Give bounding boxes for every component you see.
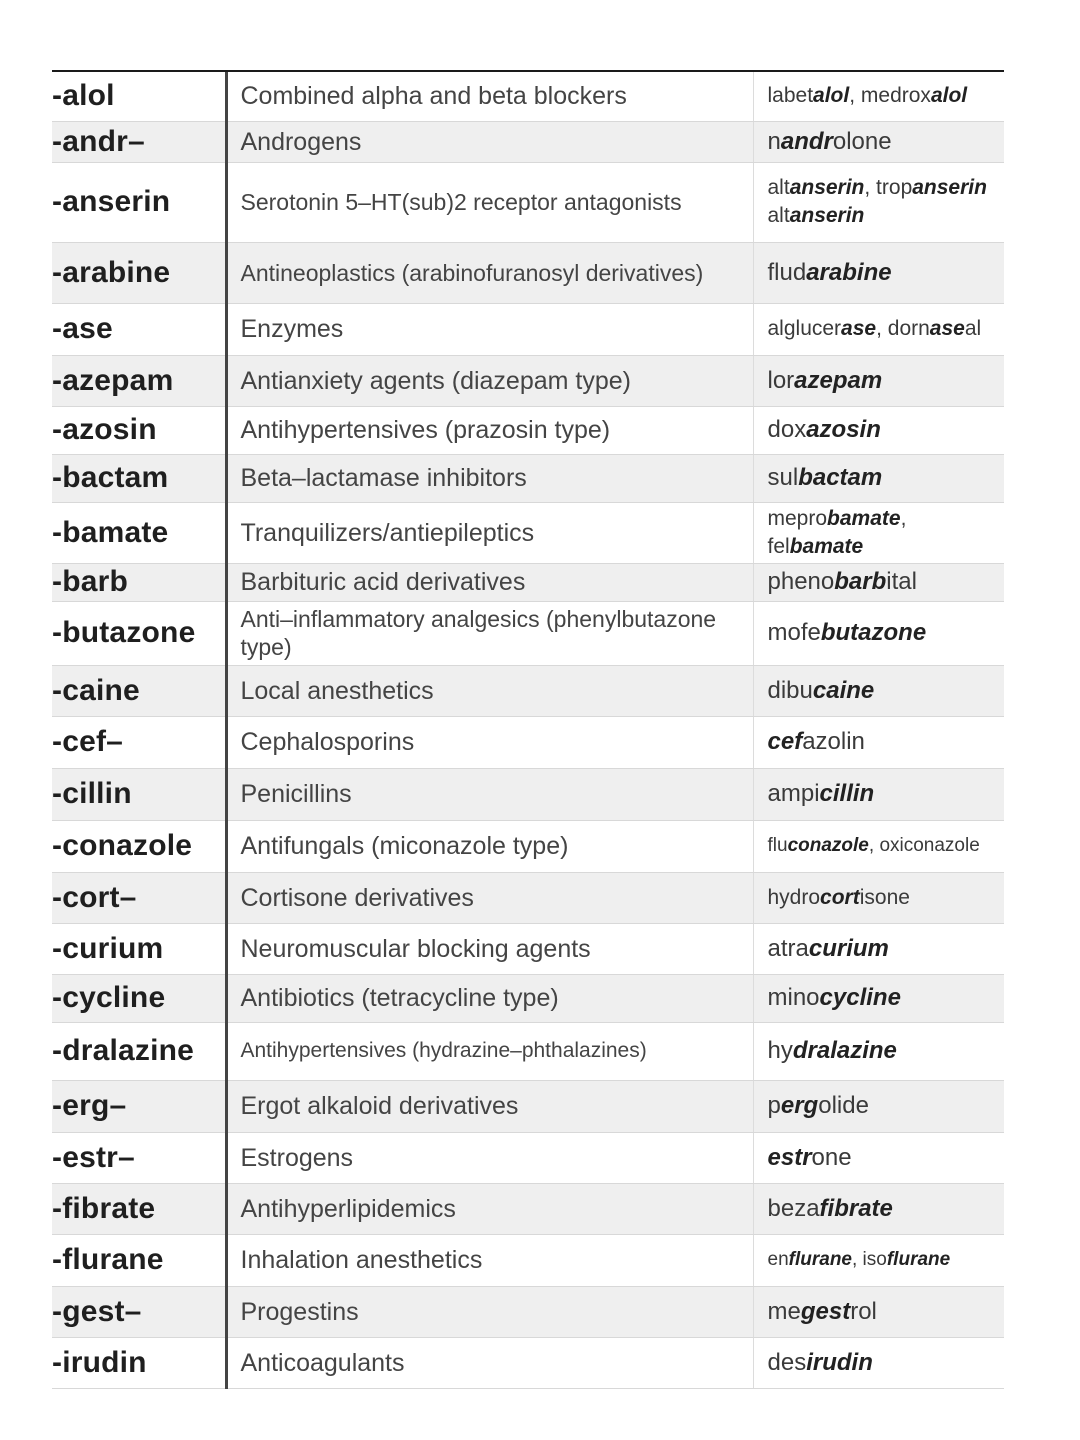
table-row [52, 454, 1004, 502]
table-row [52, 1337, 1004, 1388]
table-row [52, 974, 1004, 1022]
example-stem-highlight: anserin [789, 204, 865, 227]
stem-cell: -bamate [52, 502, 226, 563]
example-text: alt [767, 176, 790, 199]
example-text: azolin [802, 728, 865, 755]
example-text: , medrox [849, 84, 931, 108]
stem-cell: -anserin [52, 162, 226, 242]
class-cell: Anti–inflammatory analgesics (phenylbutazone type) [226, 601, 753, 665]
example-stem-highlight: gest [800, 1297, 851, 1325]
example-text: , iso [852, 1249, 887, 1270]
table-row [52, 242, 1004, 303]
example-stem-highlight: andr [780, 127, 833, 155]
example-cell [753, 716, 1004, 768]
table-row [52, 923, 1004, 974]
example-stem-highlight: cillin [819, 780, 875, 807]
stem-cell: -barb [52, 563, 226, 601]
example-cell [753, 1234, 1004, 1286]
stem-cell: -ase [52, 303, 226, 355]
class-cell: Anticoagulants [226, 1337, 753, 1388]
table-row [52, 768, 1004, 820]
example-cell [753, 406, 1004, 454]
stem-cell: -dralazine [52, 1022, 226, 1080]
example-stem-highlight: flurane [886, 1249, 951, 1270]
table-row [52, 1022, 1004, 1080]
example-text: , dorn [876, 317, 930, 340]
example-cell [753, 454, 1004, 502]
stem-cell: -arabine [52, 242, 226, 303]
table-row [52, 162, 1004, 242]
example-stem-highlight: anserin [912, 176, 987, 199]
example-text: olone [832, 127, 892, 155]
example-text: olide [818, 1092, 869, 1119]
example-text: mino [767, 984, 820, 1011]
class-cell: Beta–lactamase inhibitors [226, 454, 753, 502]
class-cell: Antianxiety agents (diazepam type) [226, 355, 753, 406]
example-stem-highlight: butazone [820, 619, 927, 646]
table-row [52, 563, 1004, 601]
example-cell [753, 872, 1004, 923]
example-stem-highlight: anserin [789, 176, 865, 199]
class-cell: Ergot alkaloid derivatives [226, 1080, 753, 1132]
example-stem-highlight: dralazine [792, 1037, 897, 1064]
example-text: p [767, 1092, 781, 1119]
class-cell: Serotonin 5–HT(sub)2 receptor antagonists [226, 162, 753, 242]
example-stem-highlight: cef [767, 728, 803, 755]
example-text: dibu [767, 676, 813, 704]
class-cell: Antineoplastics (arabinofuranosyl derivatives) [226, 242, 753, 303]
example-cell [753, 162, 1004, 242]
example-stem-highlight: azosin [806, 416, 881, 443]
table-row [52, 1132, 1004, 1183]
example-cell [753, 820, 1004, 872]
example-text: ital [886, 568, 917, 595]
example-text: n [767, 127, 781, 155]
class-cell: Antihypertensives (hydrazine–phthalazines) [226, 1022, 753, 1080]
example-text: alglucer [767, 317, 842, 340]
class-cell: Antihyperlipidemics [226, 1183, 753, 1234]
table-row [52, 872, 1004, 923]
stem-cell: -flurane [52, 1234, 226, 1286]
example-stem-highlight: conazole [787, 835, 869, 856]
table-row [52, 303, 1004, 355]
example-text: en [767, 1249, 789, 1270]
example-cell [753, 601, 1004, 665]
table-row [52, 716, 1004, 768]
example-text: sul [767, 464, 799, 491]
example-text: , [900, 506, 907, 530]
example-cell [753, 1022, 1004, 1080]
example-text: , trop [864, 176, 913, 199]
stem-cell: -cycline [52, 974, 226, 1022]
example-stem-highlight: ase [841, 317, 877, 340]
example-text: mofe [767, 619, 821, 646]
example-text: fel [767, 534, 790, 558]
example-cell [753, 121, 1004, 162]
class-cell: Estrogens [226, 1132, 753, 1183]
example-text: hydro [767, 885, 821, 909]
class-cell: Local anesthetics [226, 665, 753, 716]
example-stem-highlight: alol [930, 84, 968, 108]
example-stem-highlight: bamate [789, 534, 864, 558]
example-text: labet [767, 84, 814, 108]
example-stem-highlight: ase [929, 317, 965, 340]
example-text: mepro [767, 506, 828, 530]
stem-cell: -caine [52, 665, 226, 716]
example-stem-highlight: bamate [827, 506, 901, 530]
table-row [52, 820, 1004, 872]
example-stem-highlight: fibrate [819, 1194, 893, 1222]
class-cell: Progestins [226, 1286, 753, 1337]
example-cell [753, 355, 1004, 406]
example-text: , oxiconazole [868, 835, 980, 856]
stem-cell: -erg– [52, 1080, 226, 1132]
stem-cell: -andr– [52, 121, 226, 162]
example-text: hy [767, 1037, 793, 1064]
drug-stem-table [52, 72, 1004, 1389]
example-stem-highlight: erg [780, 1092, 819, 1119]
example-text: me [767, 1297, 801, 1325]
example-text: lor [767, 366, 795, 394]
stem-cell: -curium [52, 923, 226, 974]
example-text: dox [767, 416, 807, 443]
example-stem-highlight: cort [820, 885, 860, 909]
class-cell: Penicillins [226, 768, 753, 820]
stem-cell: -gest– [52, 1286, 226, 1337]
table-row [52, 1080, 1004, 1132]
table-row [52, 355, 1004, 406]
example-text: flud [767, 258, 807, 286]
example-stem-highlight: cycline [819, 984, 901, 1011]
example-stem-highlight: estr [767, 1143, 812, 1171]
table-row [52, 665, 1004, 716]
class-cell: Tranquilizers/antiepileptics [226, 502, 753, 563]
stem-cell: -cillin [52, 768, 226, 820]
example-cell [753, 1183, 1004, 1234]
stem-cell: -estr– [52, 1132, 226, 1183]
table-row [52, 72, 1004, 121]
stem-cell: -cef– [52, 716, 226, 768]
table-row [52, 1286, 1004, 1337]
stem-cell: -fibrate [52, 1183, 226, 1234]
example-text: des [767, 1348, 807, 1376]
example-stem-highlight: irudin [806, 1348, 873, 1376]
class-cell: Cephalosporins [226, 716, 753, 768]
example-cell [753, 563, 1004, 601]
example-cell [753, 303, 1004, 355]
example-stem-highlight: arabine [806, 258, 892, 286]
example-stem-highlight: caine [812, 676, 875, 704]
class-cell: Antifungals (miconazole type) [226, 820, 753, 872]
example-cell [753, 1286, 1004, 1337]
example-stem-highlight: barb [834, 568, 887, 595]
table-row [52, 1183, 1004, 1234]
example-text: one [811, 1143, 852, 1171]
stem-cell: -cort– [52, 872, 226, 923]
class-cell: Enzymes [226, 303, 753, 355]
example-stem-highlight: flurane [788, 1249, 852, 1270]
example-cell [753, 1132, 1004, 1183]
table-row [52, 1234, 1004, 1286]
stem-cell: -butazone [52, 601, 226, 665]
example-cell [753, 1080, 1004, 1132]
example-text: al [964, 317, 982, 340]
example-cell [753, 665, 1004, 716]
example-cell [753, 974, 1004, 1022]
example-cell [753, 502, 1004, 563]
example-text: flu [767, 835, 788, 856]
example-cell [753, 72, 1004, 121]
example-cell [753, 768, 1004, 820]
example-stem-highlight: alol [813, 84, 850, 108]
class-cell: Inhalation anesthetics [226, 1234, 753, 1286]
stem-cell: -alol [52, 72, 226, 121]
table-row [52, 406, 1004, 454]
stem-cell: -azosin [52, 406, 226, 454]
example-text: pheno [767, 568, 835, 595]
stem-cell: -irudin [52, 1337, 226, 1388]
stem-cell: -bactam [52, 454, 226, 502]
example-stem-highlight: curium [808, 934, 889, 962]
class-cell: Cortisone derivatives [226, 872, 753, 923]
example-stem-highlight: azepam [794, 366, 883, 394]
example-stem-highlight: bactam [798, 464, 883, 491]
example-text: beza [767, 1194, 820, 1222]
drug-stem-table-body [52, 72, 1004, 1388]
class-cell: Barbituric acid derivatives [226, 563, 753, 601]
table-row [52, 121, 1004, 162]
example-cell [753, 923, 1004, 974]
example-cell [753, 242, 1004, 303]
class-cell: Antibiotics (tetracycline type) [226, 974, 753, 1022]
class-cell: Antihypertensives (prazosin type) [226, 406, 753, 454]
table-row [52, 502, 1004, 563]
example-text: isone [859, 885, 910, 909]
example-text: rol [850, 1297, 877, 1325]
stem-cell: -azepam [52, 355, 226, 406]
example-text: ampi [767, 780, 820, 807]
class-cell: Androgens [226, 121, 753, 162]
stem-cell: -conazole [52, 820, 226, 872]
example-text: alt [767, 204, 790, 227]
example-text: atra [767, 934, 809, 962]
class-cell: Combined alpha and beta blockers [226, 72, 753, 121]
class-cell: Neuromuscular blocking agents [226, 923, 753, 974]
example-cell [753, 1337, 1004, 1388]
table-row [52, 601, 1004, 665]
